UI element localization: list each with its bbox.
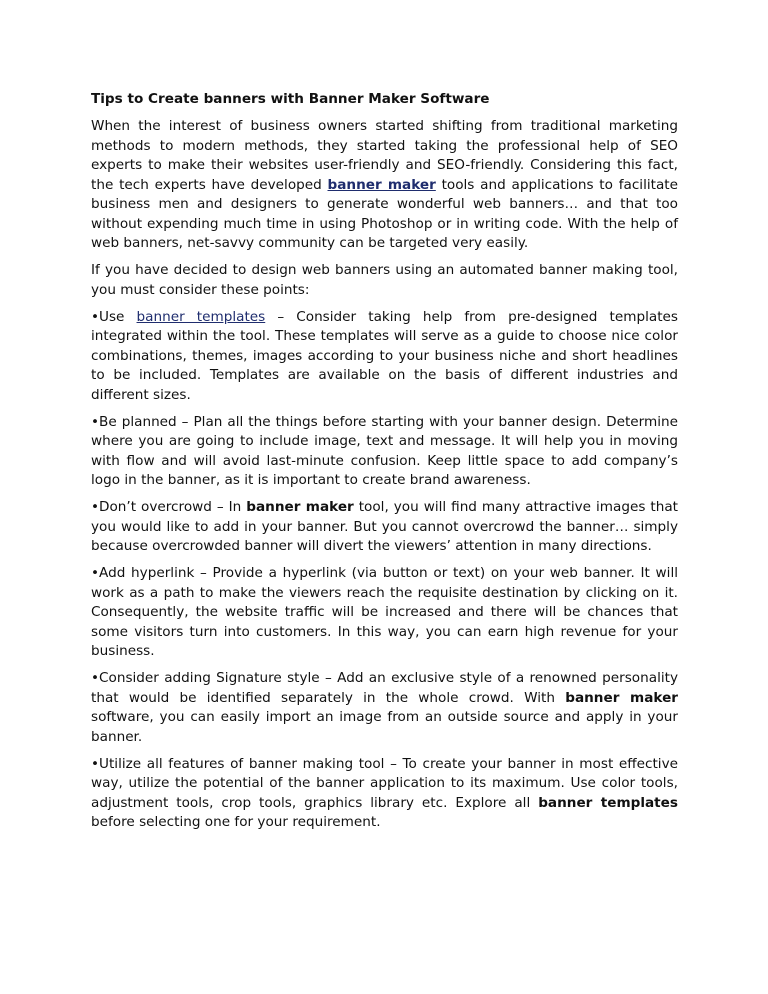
tip-features bbox=[91, 755, 678, 833]
intro-paragraph bbox=[91, 117, 678, 254]
tip-templates bbox=[91, 308, 678, 406]
tip-overcrowd-text-1: •Don’t overcrowd – In bbox=[91, 499, 247, 515]
tip-features-text-1: •Utilize all features of banner making tool – To create your banner in most effective way, utilize the potential of the banner application to its maximum. Use color tools, adjustment tools, crop tools, graphics library etc. Explore all bbox=[91, 755, 678, 811]
tip-planned: •Be planned – Plan all the things before starting with your banner design. Determine where you are going to include image, text and message. It will help you in moving with flow and will avoid last-minute confusion. Keep little space to add company’s logo in the banner, as it is important to create brand awareness. bbox=[91, 413, 678, 488]
keyword-banner-maker: banner maker bbox=[246, 499, 354, 515]
tip-overcrowd bbox=[91, 498, 678, 557]
tip-signature bbox=[91, 669, 678, 747]
intro-text-2: tools and applications to facilitate business men and designers to generate wonderful web banners… and that too without expending much time in using Photoshop or in writing code. With the help of web banners, net-savvy community can be targeted very easily. bbox=[91, 176, 678, 251]
tip-hyperlink: •Add hyperlink – Provide a hyperlink (via button or text) on your web banner. It will work as a path to make the viewers reach the requisite destination by clicking on it. Consequently, the website traffic will be increased and there will be chances that some visitors turn into customers. In this way, you can earn high revenue for your business. bbox=[91, 565, 678, 659]
keyword-banner-templates: banner templates bbox=[538, 794, 678, 811]
tip-templates-text-2: – Consider taking help from pre-designed templates integrated within the tool. These templates will serve as a guide to choose nice color combinations, themes, images according to your business niche and short headlines to be included. Templates are available on the basis of different industries and different sizes. bbox=[91, 308, 678, 403]
banner-templates-link[interactable]: banner templates bbox=[136, 308, 266, 325]
tip-overcrowd-text-2: tool, you will find many attractive images that you would like to add in your banner. But you cannot overcrowd the banner… simply because overcrowded banner will divert the viewers’ attention in many directions. bbox=[91, 499, 678, 554]
lead-paragraph: If you have decided to design web banners using an automated banner making tool, you must consider these points: bbox=[91, 262, 678, 298]
tip-signature-text-1: •Consider adding Signature style – Add an exclusive style of a renowned personality that would be identified separately in the whole crowd. With bbox=[91, 670, 678, 706]
intro-text-1: When the interest of business owners started shifting from traditional marketing methods to modern methods, they started taking the professional help of SEO experts to make their websites user-friendly and SEO-friendly. Considering this fact, the tech experts have developed bbox=[91, 118, 678, 193]
banner-maker-link[interactable]: banner maker bbox=[327, 176, 436, 193]
tip-templates-text-1: •Use bbox=[91, 308, 137, 325]
keyword-banner-maker: banner maker bbox=[565, 689, 678, 706]
document-page bbox=[91, 90, 678, 840]
tip-features-text-2: before selecting one for your requirement. bbox=[91, 814, 381, 830]
document-title: Tips to Create banners with Banner Maker Software bbox=[91, 91, 490, 107]
tip-signature-text-2: software, you can easily import an image from an outside source and apply in your banner. bbox=[91, 709, 678, 745]
